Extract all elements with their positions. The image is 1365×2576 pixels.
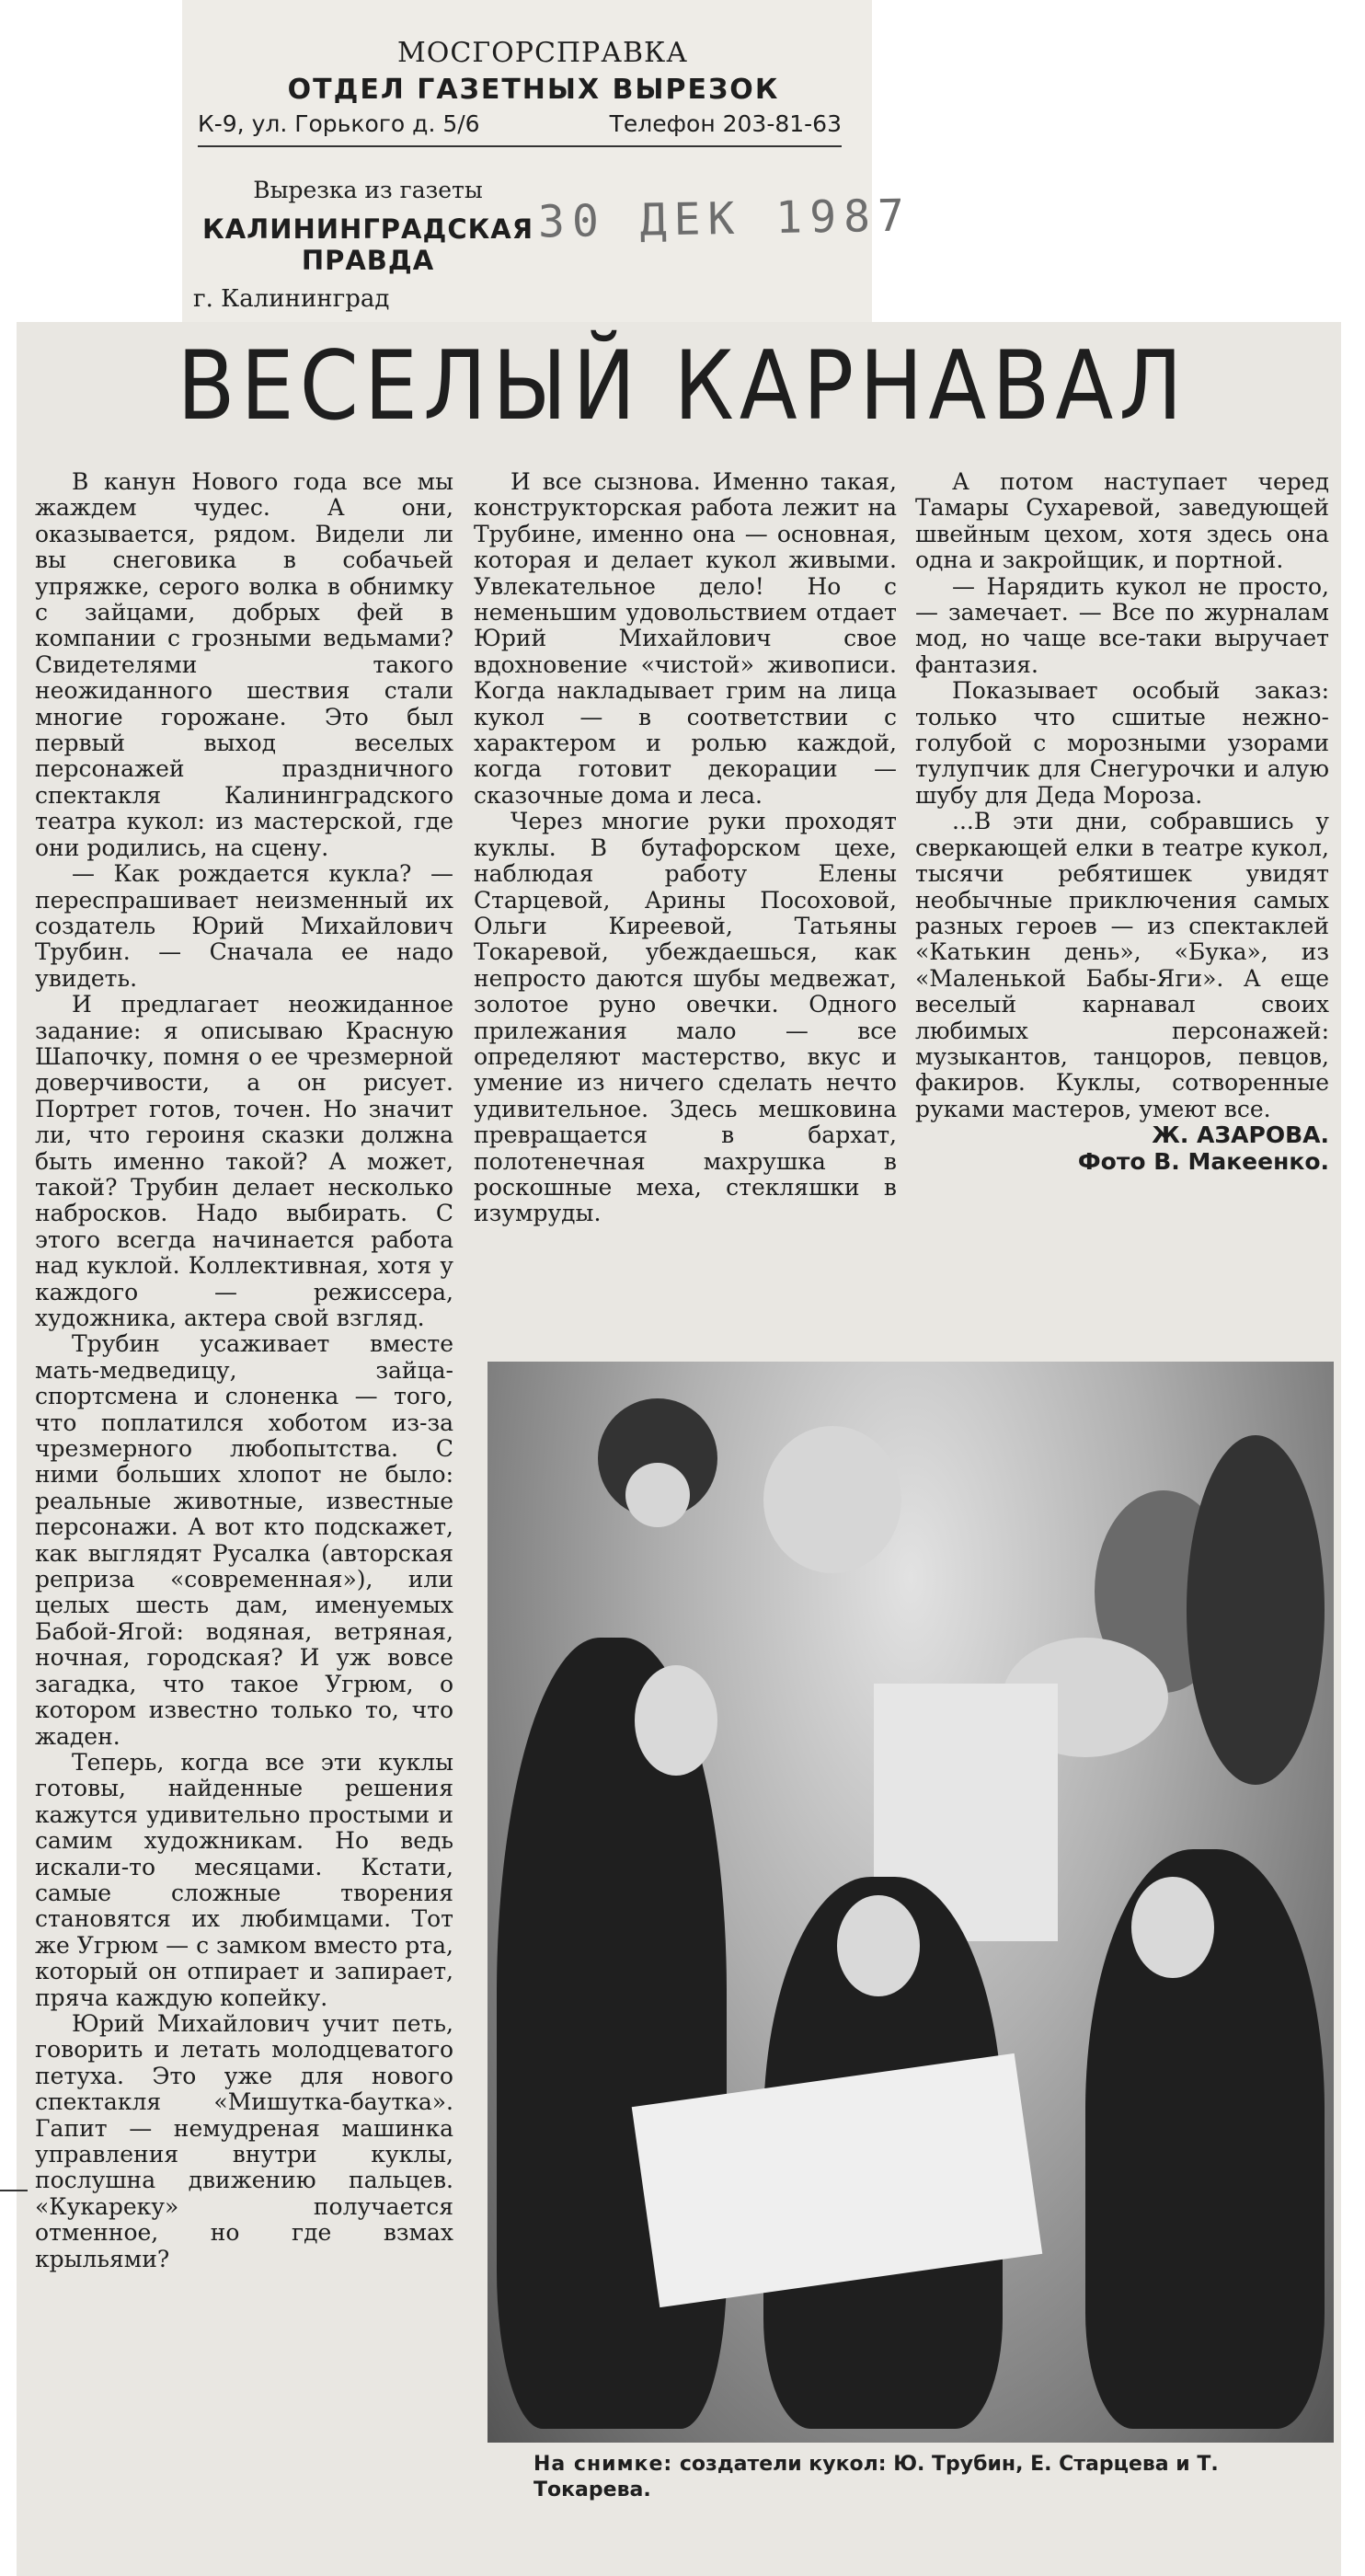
article-column-2: [474, 469, 897, 1227]
bureau-name: МОСГОРСПРАВКА: [397, 37, 688, 69]
person-face: [1131, 1877, 1214, 1978]
article-author: Ж. АЗАРОВА.: [1152, 1121, 1329, 1149]
paragraph: Трубин усаживает вместе мать-медведицу, зайца-спортсмена и слоненка — того, что поплатился хоботом из-за чрезмерного любопытства. С ними больших хлопот не было: реальные животные, известные персонажи. А вот кто подскажет, как выглядят Русалка (авторская реприза «современная»), или целых шесть дам, именуемых Бабой-Ягой: водяная, ветряная, ночная, городская? И уж вовсе загадка, что такое Угрюм, о котором известно только то, что жаден.: [35, 1330, 453, 1750]
article-column-1: [35, 469, 453, 2272]
header-rule: [198, 145, 842, 147]
paragraph: — Нарядить кукол не просто, — замечает. — Все по журналам мод, но чаще все-таки выручает фантазия.: [915, 572, 1329, 678]
newspaper-city: г. Калининград: [193, 285, 390, 313]
bureau-department: ОТДЕЛ ГАЗЕТНЫХ ВЫРЕЗОК: [287, 74, 780, 106]
doll-figure: [763, 1426, 901, 1573]
photo-credit: Фото В. Макеенко.: [1077, 1147, 1329, 1175]
bureau-address: К-9, ул. Горького д. 5/6: [198, 110, 480, 137]
paragraph: ...В эти дни, собравшись у сверкающей елки в театре кукол, тысячи ребятишек увидят необычные приключения самых разных героев — из спектаклей «Катькин день», «Бука», из «Маленькой Бабы-Яги». А еще веселый карнавал своих любимых персонажей: музыкантов, танцоров, певцов, факиров. Куклы, сотворенные руками мастеров, умеют все.: [915, 808, 1329, 1122]
doll-face: [625, 1463, 690, 1527]
newspaper-name: КАЛИНИНГРАДСКАЯ ПРАВДА: [202, 213, 534, 276]
person-face: [635, 1665, 717, 1776]
paragraph: И предлагает неожиданное задание: я описываю Красную Шапочку, помня о ее чрезмерной доверчивости, а он рисует. Портрет готов, точен. Но значит ли, что героиня сказки должна быть именно такой? А может, такой? Трубин делает несколько набросков. Надо выбирать. С этого всегда начинается работа над куклой. Коллективная, хотя у каждого — режиссера, художника, актера свой взгляд.: [35, 991, 453, 1331]
person-face: [837, 1895, 920, 1996]
edge-mark: [0, 2190, 28, 2191]
caption-lead: На снимке:: [533, 2453, 673, 2476]
date-stamp: 30 ДЕК 1987: [537, 190, 912, 248]
bureau-address-line: [198, 110, 842, 137]
paragraph: Показывает особый заказ: только что сшитые нежно-голубой с морозными узорами тулупчик для Снегурочки и алую шубу для Деда Мороза.: [915, 677, 1329, 809]
paragraph: — Как рождается кукла? — переспрашивает неизменный их создатель Юрий Михайлович Трубин. — Сначала ее надо увидеть.: [35, 860, 453, 992]
article-headline: ВЕСЕЛЫЙ КАРНАВАЛ: [177, 331, 1188, 442]
paragraph: А потом наступает черед Тамары Сухаревой, заведующей швейным цехом, хотя здесь она одна и закройщик, и портной.: [915, 468, 1329, 574]
paragraph: В канун Нового года все мы жаждем чудес. А они, оказывается, рядом. Видели ли вы снеговика в собачьей упряжке, серого волка в обнимку с зайцами, добрых фей в компании с грозными ведьмами? Свидетелями такого неожиданного шествия стали многие горожане. Это был первый выход веселых персонажей праздничного спектакля Калининградского театра кукол: из мастерской, где они родились, на сцену.: [35, 468, 453, 861]
doll-figure: [1187, 1435, 1325, 1785]
paragraph: И все сызнова. Именно такая, конструкторская работа лежит на Трубине, именно она — основная, которая и делает кукол живыми. Увлекательное дело! Но с неменьшим удовольствием отдает Юрий Михайлович свое вдохновение «чистой» живописи. Когда накладывает грим на лица кукол — в соответствии с характером и ролью каждой, когда готовит декорации — сказочные дома и леса.: [474, 468, 897, 809]
paragraph: Через многие руки проходят куклы. В бутафорском цехе, наблюдая работу Елены Старцевой, Арины Посоховой, Ольги Киреевой, Татьяны Токаревой, убеждаешься, как непросто даются шубы медвежат, золотое руно овечки. Одного прилежания мало — все определяют мастерство, вкус и умение из ничего сделать нечто удивительное. Здесь мешковина превращается в бархат, полотенечная махрушка в роскошные меха, стекляшки в изумруды.: [474, 808, 897, 1227]
paragraph: Теперь, когда все эти куклы готовы, найденные решения кажутся удивительно простыми и самим художникам. Но ведь искали-то месяцами. Кстати, самые сложные творения становятся их любимцами. Тот же Угрюм — с замком вместо рта, который он отпирает и запирает, пряча каждую копейку.: [35, 1748, 453, 2011]
article-photo: [488, 1362, 1334, 2443]
caption-text: создатели кукол: Ю. Трубин, Е. Старцева и Т. Токарева.: [533, 2453, 1219, 2501]
bureau-phone: Телефон 203-81-63: [609, 110, 842, 137]
article-column-3: [915, 469, 1329, 1175]
paragraph: Юрий Михайлович учит петь, говорить и летать молодцеватого петуха. Это уже для нового спектакля «Мишутка-баутка». Гапит — немудреная машинка управления внутри куклы, послушна движению пальцев. «Кукареку» получается отменное, но где взмах крыльями?: [35, 2009, 453, 2272]
clipping-label: Вырезка из газеты: [253, 177, 483, 203]
photo-caption: [533, 2452, 1315, 2503]
